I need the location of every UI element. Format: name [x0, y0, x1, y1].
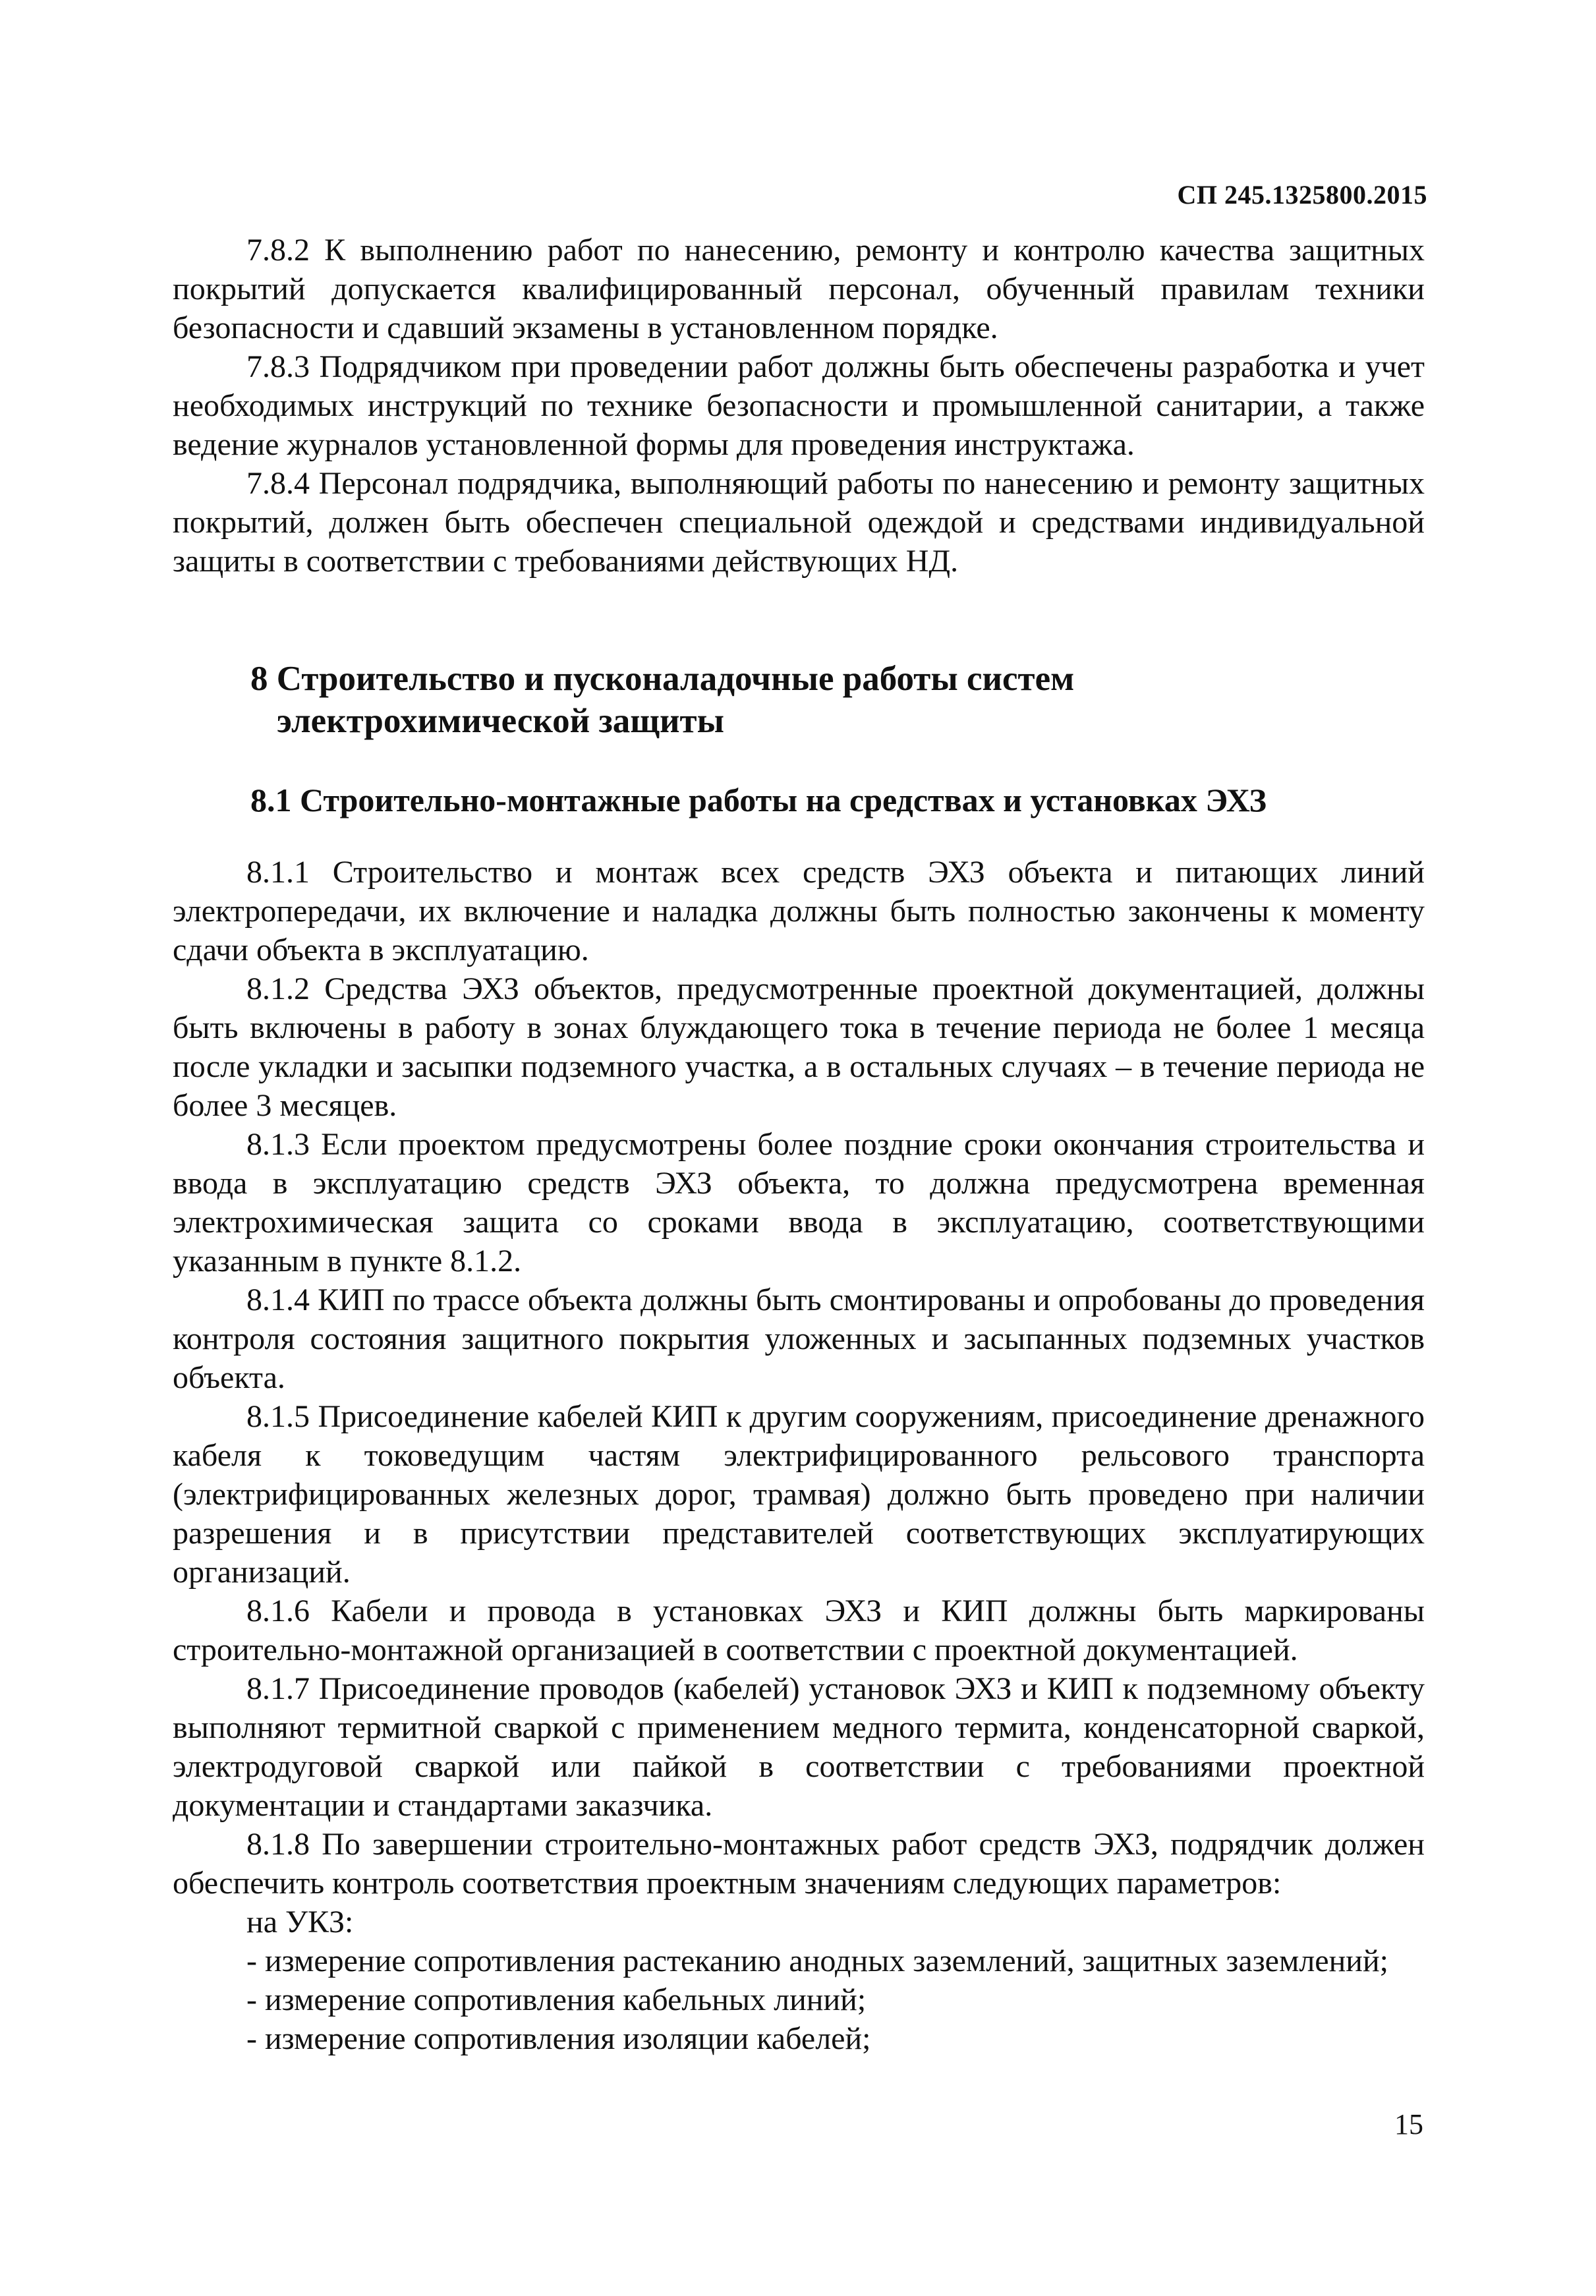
paragraph-7-8-3: 7.8.3 Подрядчиком при проведении работ должны быть обеспечены разработка и учет необходимых инструкций по технике безопасности и промышленной санитарии, а также ведение журналов установленной формы для проведения инструктажа.	[173, 349, 1425, 462]
page-number: 15	[1394, 2108, 1423, 2140]
paragraph-7-8-4: 7.8.4 Персонал подрядчика, выполняющий работы по нанесению и ремонту защитных покрытий, должен быть обеспечен специальной одеждой и средствами индивидуальной защиты в соответствии с требованиями действующих НД.	[173, 466, 1425, 579]
paragraph-7-8-2: 7.8.2 К выполнению работ по нанесению, ремонту и контролю качества защитных покрытий допускается квалифицированный персонал, обученный правилам техники безопасности и сдавший экзамены в установленном порядке.	[173, 233, 1425, 345]
page-content	[173, 231, 1425, 2058]
list-item-resistance-spreading: - измерение сопротивления растеканию анодных заземлений, защитных заземлений;	[246, 1943, 1388, 1978]
section-heading-line2: электрохимической защиты	[277, 702, 724, 740]
section-heading-line1: 8 Строительство и пусконаладочные работы систем	[250, 660, 1075, 698]
section-heading	[173, 658, 1425, 742]
paragraph-8-1-6: 8.1.6 Кабели и провода в установках ЭХЗ и КИП должны быть маркированы строительно-монтажной организацией в соответствии с проектной документацией.	[173, 1593, 1425, 1667]
paragraph-8-1-2: 8.1.2 Средства ЭХЗ объектов, предусмотренные проектной документацией, должны быть включены в работу в зонах блуждающего тока в течение периода не более 1 месяца после укладки и засыпки подземного участка, а в остальных случаях – в течение периода не более 3 месяцев.	[173, 971, 1425, 1123]
ukz-label: на УКЗ:	[246, 1905, 354, 1939]
list-item-insulation-resistance: - измерение сопротивления изоляции кабелей;	[246, 2021, 871, 2056]
paragraph-8-1-7: 8.1.7 Присоединение проводов (кабелей) установок ЭХЗ и КИП к подземному объекту выполняют термитной сваркой с применением медного термита, конденсаторной сваркой, электродуговой сваркой или пайкой в соответствии с требованиями проектной документации и стандартами заказчика.	[173, 1671, 1425, 1823]
document-code: СП 245.1325800.2015	[1177, 180, 1427, 210]
paragraph-8-1-5: 8.1.5 Присоединение кабелей КИП к другим сооружениям, присоединение дренажного кабеля к токоведущим частям электрифицированного рельсового транспорта (электрифицированных железных дорог, трамвая) должно быть проведено при наличии разрешения и в присутствии представителей соответствующих эксплуатирующих организаций.	[173, 1399, 1425, 1590]
list-item-cable-resistance: - измерение сопротивления кабельных линий;	[246, 1982, 867, 2017]
subsection-heading: 8.1 Строительно-монтажные работы на средствах и установках ЭХЗ	[250, 782, 1267, 818]
paragraph-8-1-4: 8.1.4 КИП по трассе объекта должны быть смонтированы и опробованы до проведения контроля состояния защитного покрытия уложенных и засыпанных подземных участков объекта.	[173, 1282, 1425, 1395]
paragraph-8-1-1: 8.1.1 Строительство и монтаж всех средств ЭХЗ объекта и питающих линий электропередачи, их включение и наладка должны быть полностью закончены к моменту сдачи объекта в эксплуатацию.	[173, 855, 1425, 967]
paragraph-8-1-8: 8.1.8 По завершении строительно-монтажных работ средств ЭХЗ, подрядчик должен обеспечить контроль соответствия проектным значениям следующих параметров:	[173, 1827, 1425, 1901]
paragraph-8-1-3: 8.1.3 Если проектом предусмотрены более поздние сроки окончания строительства и ввода в эксплуатацию средств ЭХЗ объекта, то должна предусмотрена временная электрохимическая защита со сроками ввода в эксплуатацию, соответствующими указанным в пункте 8.1.2.	[173, 1127, 1425, 1278]
